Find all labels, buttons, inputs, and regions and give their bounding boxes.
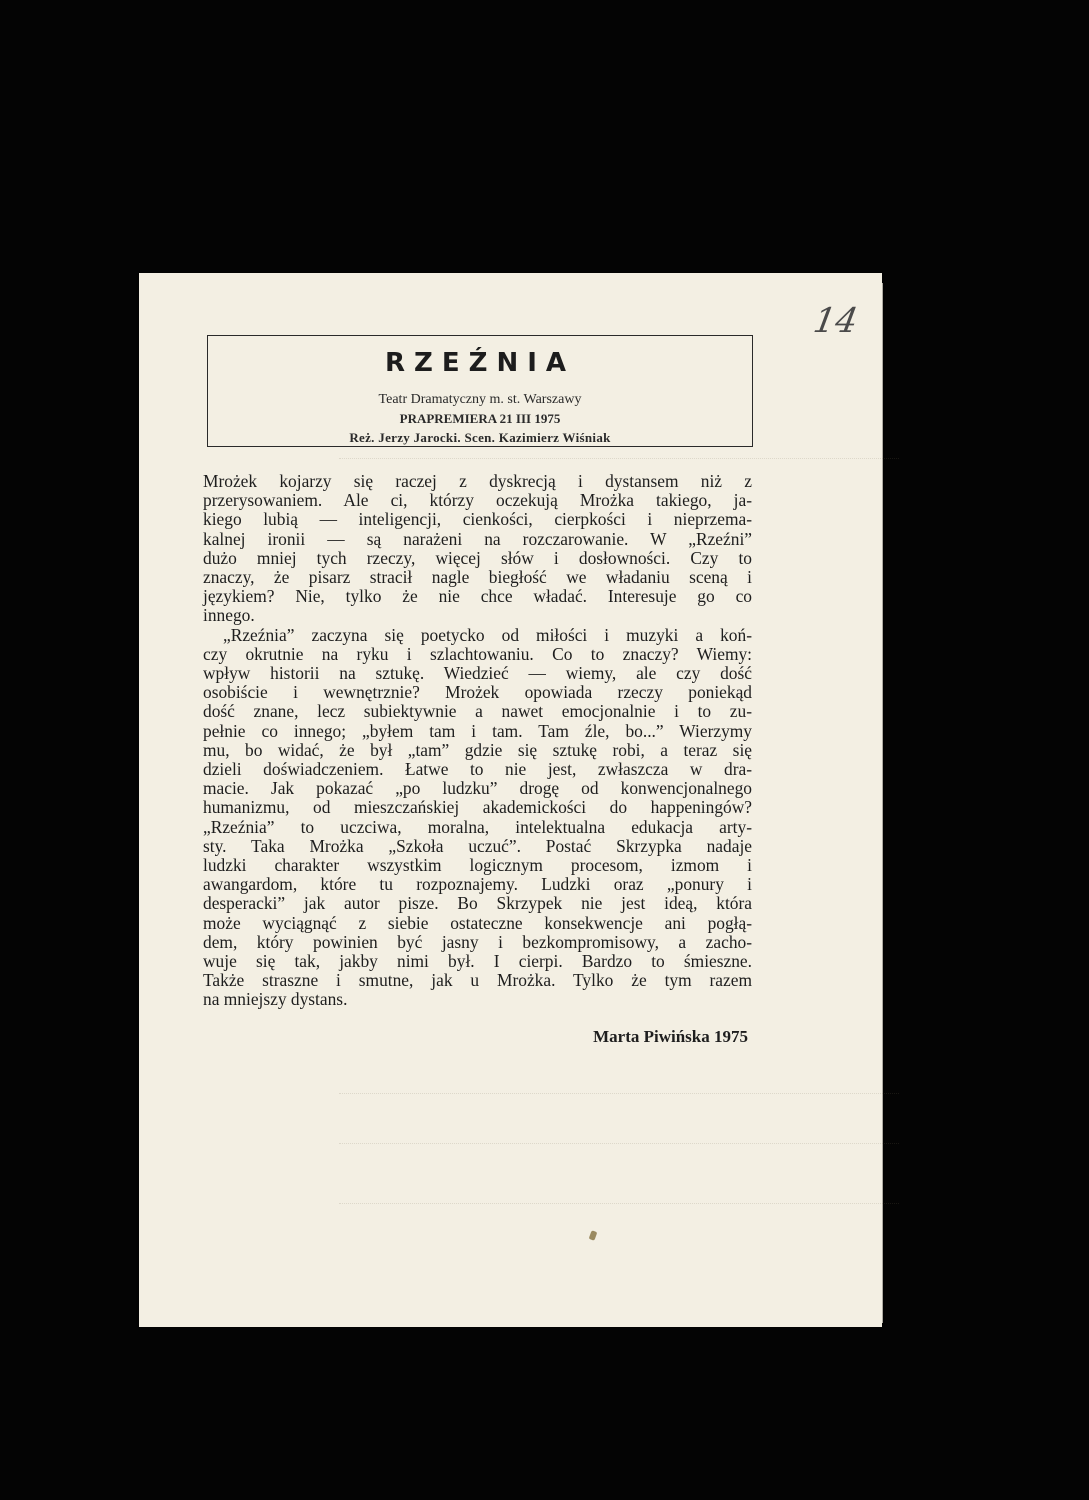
article-line: „Rzeźnia” zaczyna się poetycko od miłości i muzyki a koń- [223, 624, 752, 645]
article-line: czy okrutnie na ryku i szlachtowaniu. Co to znaczy? Wiemy: [203, 643, 752, 664]
premiere-date: PRAPREMIERA 21 III 1975 [399, 411, 561, 426]
article-body [203, 472, 752, 1010]
article-line: sty. Taka Mrożka „Szkoła uczuć”. Postać Skrzypka nadaje [203, 835, 752, 856]
article-line: kalnej ironii — są narażeni na rozczarowanie. W „Rzeźni” [203, 528, 752, 549]
author-signature: Marta Piwińska 1975 [593, 1027, 748, 1046]
article-line: może wyciągnąć z siebie ostateczne konsekwencje ani pogłą- [203, 912, 752, 933]
title-box [207, 335, 753, 447]
article-line: językiem? Nie, tylko że nie chce władać. Interesuje go co [203, 586, 752, 607]
article-line: Mrożek kojarzy się raczej z dyskrecją i dystansem niż z [203, 471, 752, 491]
theatre-name: Teatr Dramatyczny m. st. Warszawy [378, 392, 582, 407]
production-credits: Reż. Jerzy Jarocki. Scen. Kazimierz Wiśniak [349, 430, 611, 445]
article-line: ludzki charakter wszystkim logicznym procesom, izmom i [203, 855, 752, 876]
paper-blemish [589, 1230, 598, 1241]
article-line: dużo mniej tych rzeczy, więcej słów i dosłowności. Czy to [203, 547, 752, 568]
article-line: dem, który powinien być jasny i bezkompromisowy, a zacho- [203, 931, 752, 952]
article-line: kiego lubią — inteligencji, cienkości, cierpkości i nieprzema- [203, 509, 752, 530]
article-line: wuje się tak, jakby nimi był. I cierpi. Bardzo to śmieszne. [203, 951, 752, 972]
article-line: osobiście i wewnętrznie? Mrożek opowiada rzeczy poniekąd [203, 682, 752, 703]
article-line: innego. [203, 605, 255, 626]
handwritten-page-number: 14 [810, 301, 861, 341]
article-line: znaczy, że pisarz stracił nagle biegłość we władaniu sceną i [203, 567, 752, 588]
show-through-line [339, 1143, 899, 1145]
article-line: Także straszne i smutne, jak u Mrożka. Tylko że tym razem [203, 970, 752, 991]
show-through-line [339, 458, 899, 460]
article-line: awangardom, które tu rozpoznajemy. Ludzki oraz „ponury i [203, 874, 752, 895]
show-through-line [339, 1203, 899, 1205]
article-line: mu, bo widać, że był „tam” gdzie się sztukę robi, a teraz się [203, 739, 752, 760]
article-line: dzieli doświadczeniem. Łatwe to nie jest, zwłaszcza w dra- [203, 759, 752, 780]
article-line: pełnie co innego; „byłem tam i tam. Tam źle, bo...” Wierzymy [203, 720, 752, 741]
article-line: humanizmu, od mieszczańskiej akademickości do happeningów? [203, 797, 752, 818]
show-through-line [339, 1093, 899, 1095]
article-line: desperacki” jak autor pisze. Bo Skrzypek nie jest ideą, która [203, 893, 752, 914]
article-line: „Rzeźnia” to uczciwa, moralna, intelektualna edukacja arty- [203, 816, 752, 837]
page-title: RZEŹNIA [384, 348, 576, 378]
paper-page [139, 273, 882, 1327]
article-line: przerysowaniem. Ale ci, którzy oczekują Mrożka takiego, ja- [203, 490, 752, 511]
article-line: macie. Jak pokazać „po ludzku” drogę od konwencjonalnego [203, 778, 752, 799]
article-line: na mniejszy dystans. [203, 989, 348, 1010]
article-line: dość znane, lecz subiektywnie a nawet emocjonalnie i to zu- [203, 701, 752, 722]
article-line: wpływ historii na sztukę. Wiedzieć — wiemy, ale czy dość [203, 663, 752, 684]
